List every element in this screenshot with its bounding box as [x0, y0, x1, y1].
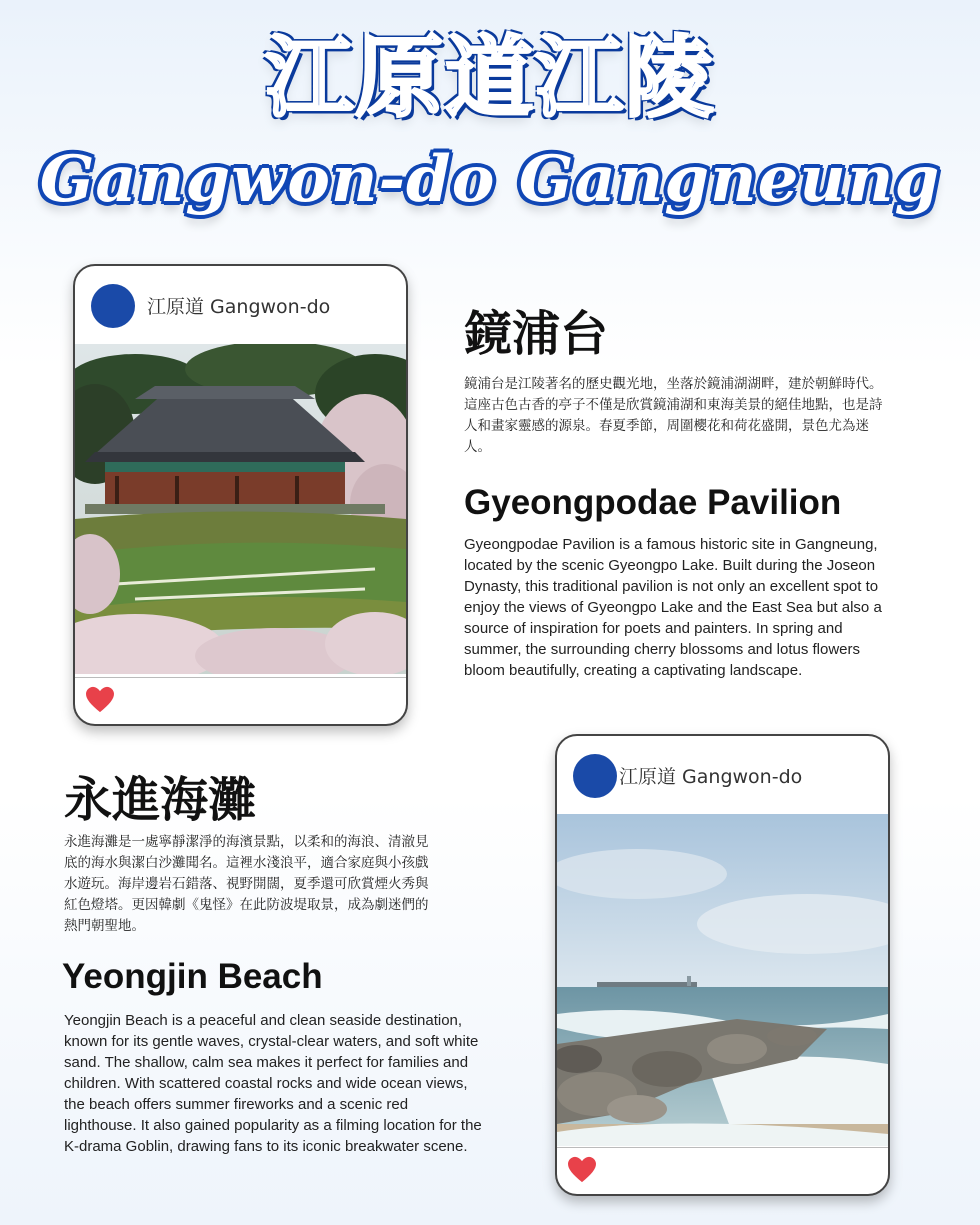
section-title-english: Gyeongpodae Pavilion [464, 483, 842, 522]
section-description-english: Yeongjin Beach is a peaceful and clean seaside destination, known for its gentle waves, crystal-clear waters, and soft white sand. The shallow, calm sea makes it perfect for families and children. With scattered coastal rocks and wide ocean views, the beach offers summer fireworks and a scenic red lighthouse. It also gained popularity as a filming location for the K-drama Goblin, drawing fans to its iconic breakwater scene. [64, 1012, 482, 1155]
profile-avatar-icon [573, 754, 617, 798]
heart-icon[interactable] [567, 1156, 597, 1184]
post-card-gyeongpodae [73, 264, 408, 726]
section-title-chinese: 永進海灘 [64, 772, 257, 828]
pavilion-illustration [75, 344, 406, 674]
card-account-label: 江原道 Gangwon-do [147, 296, 331, 318]
beach-illustration [557, 814, 888, 1146]
card-header [75, 266, 406, 345]
beach-photo [557, 814, 888, 1146]
section-description-chinese: 鏡浦台是江陵著名的歷史觀光地，坐落於鏡浦湖湖畔，建於朝鮮時代。這座古色古香的亭子不僅是欣賞鏡浦湖和東海美景的絕佳地點，也是詩人和畫家靈感的源泉。春夏季節，周圍櫻花和荷花盛開，景色尤為迷人。 [464, 376, 883, 455]
card-header [557, 736, 888, 815]
section-description-english: Gyeongpodae Pavilion is a famous historic site in Gangneung, located by the scenic Gyeongpo Lake. Built during the Joseon Dynasty, this traditional pavilion is not only an excellent spot to enjoy the views of Gyeongpo Lake and the East Sea but also a source of inspiration for poets and painters. In spring and summer, the surrounding cherry blossoms and lotus flowers bloom beautifully, creating a captivating landscape. [464, 536, 882, 679]
section-description-chinese: 永進海灘是一處寧靜潔淨的海濱景點，以柔和的海浪、清澈見底的海水與潔白沙灘聞名。這裡水淺浪平，適合家庭與小孩戲水遊玩。海岸邊岩石錯落、視野開闊，夏季還可欣賞煙火秀與紅色燈塔。更因韓劇《鬼怪》在此防波堤取景，成為劇迷們的熱門朝聖地。 [64, 834, 429, 934]
page-title-chinese: 江原道江陵 [264, 26, 715, 129]
card-account-label: 江原道 Gangwon-do [619, 766, 803, 788]
heart-icon[interactable] [85, 686, 115, 714]
page-title-english: Gangwon-do Gangneung [39, 142, 941, 217]
pavilion-photo [75, 344, 406, 674]
card-footer [557, 1147, 888, 1194]
card-footer [75, 677, 406, 724]
profile-avatar-icon [91, 284, 135, 328]
post-card-yeongjin-beach [555, 734, 890, 1196]
section-title-chinese: 鏡浦台 [464, 306, 609, 362]
section-title-english: Yeongjin Beach [62, 957, 323, 996]
